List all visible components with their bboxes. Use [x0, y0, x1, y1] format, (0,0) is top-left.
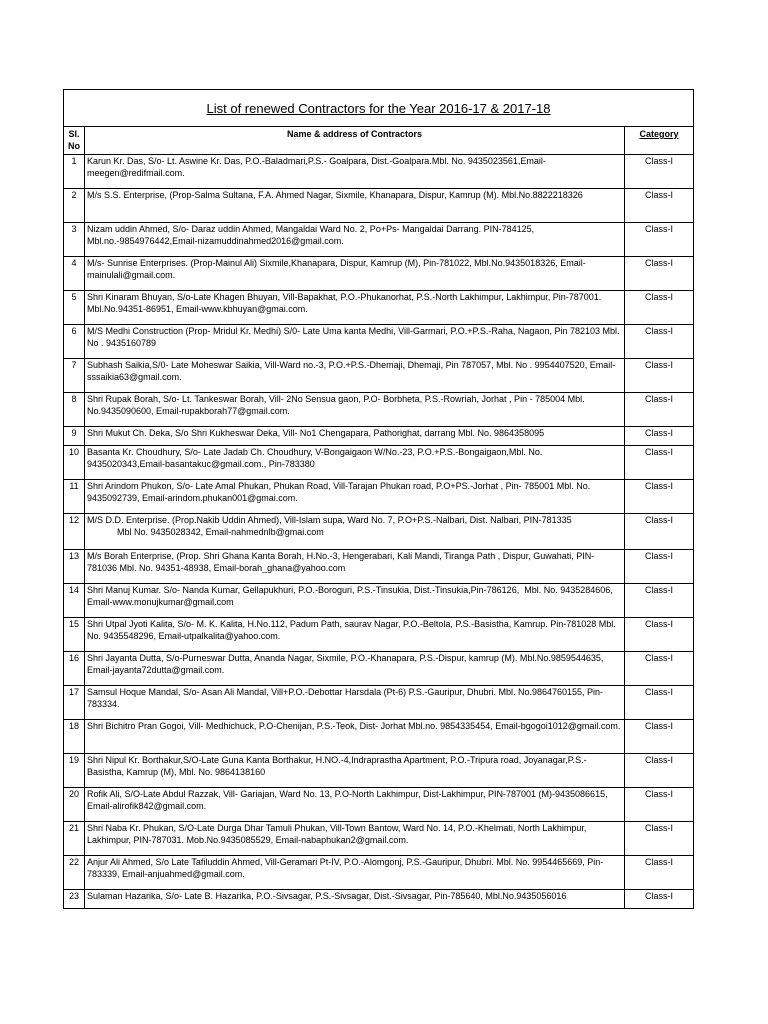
category-value: Class-I: [625, 618, 694, 652]
serial-number: 3: [64, 223, 85, 257]
table-row: [64, 393, 694, 427]
category-value: Class-I: [625, 427, 694, 446]
category-value: Class-I: [625, 223, 694, 257]
category-value: Class-I: [625, 890, 694, 909]
document-sheet: [63, 89, 693, 909]
title-row: [64, 90, 694, 127]
serial-number: 11: [64, 480, 85, 514]
table-row: [64, 257, 694, 291]
table-row: [64, 618, 694, 652]
contractor-details: M/S Medhi Construction (Prop- Mridul Kr. Medhi) S/0- Late Uma kanta Medhi, Vill-Garmari, P.O.+P.S.-Raha, Nagaon, Pin 782103 Mbl. No . 9435160789: [85, 325, 625, 359]
table-row: [64, 223, 694, 257]
contractor-details: M/s S.S. Enterprise, (Prop-Salma Sultana, F.A. Ahmed Nagar, Sixmile, Khanapara, Dispur, Kamrup (M). Mbl.No.8822218326: [85, 189, 625, 223]
contractor-details: Anjur Ali Ahmed, S/o Late Tafiluddin Ahmed, Vill-Geramari Pt-IV, P.O.-Alomgonj, P.S.-Gauripur, Dhubri. Mbl. No. 9954465669, Pin-783339, Email-anjuahmed@gmail.com.: [85, 856, 625, 890]
category-value: Class-I: [625, 359, 694, 393]
category-value: Class-I: [625, 155, 694, 189]
category-value: Class-I: [625, 393, 694, 427]
contractor-details: Shri Jayanta Dutta, S/o-Purneswar Dutta, Ananda Nagar, Sixmile, P.O.-Khanapara, P.S.-Dispur, kamrup (M). Mbl.No.9859544635, Email-jayanta72dutta@gmail.com.: [85, 652, 625, 686]
serial-number: 23: [64, 890, 85, 909]
contractors-list: [64, 155, 694, 909]
contractor-details: M/S D.D. Enterprise. (Prop.Nakib Uddin Ahmed), Vill-Islam supa, Ward No. 7, P.O+P.S.-Nalbari, Dist. Nalbari, PIN-781335 Mbl No. 9435028342, Email-nahmednlb@gmai.com: [85, 514, 625, 550]
table-row: [64, 550, 694, 584]
serial-number: 9: [64, 427, 85, 446]
category-value: Class-I: [625, 720, 694, 754]
table-row: [64, 291, 694, 325]
category-value: Class-I: [625, 652, 694, 686]
table-row: [64, 856, 694, 890]
contractor-details: Shri Utpal Jyoti Kalita, S/o- M. K. Kalita, H.No.112, Padum Path, saurav Nagar, P.O.-Beltola, P.S.-Basistha, Kamrup. Pin-781028 Mbl. No. 9435548296, Email-utpalkalita@yahoo.com.: [85, 618, 625, 652]
contractor-details: Shri Rupak Borah, S/o- Lt. Tankeswar Borah, Vill- 2No Sensua gaon, P.O- Borbheta, P.S.-Rowriah, Jorhat , Pin - 785004 Mbl. No.9435090600, Email-rupakborah77@gmail.com.: [85, 393, 625, 427]
table-row: [64, 584, 694, 618]
header-row: [64, 127, 694, 155]
table-row: [64, 652, 694, 686]
table-row: [64, 325, 694, 359]
category-value: Class-I: [625, 189, 694, 223]
category-value: Class-I: [625, 550, 694, 584]
serial-number: 15: [64, 618, 85, 652]
contractor-details: M/s Borah Enterprise, (Prop. Shri Ghana Kanta Borah, H.No.-3, Hengerabari, Kali Mandi, Tiranga Path , Dispur, Guwahati, PIN-781036 Mbl. No. 94351-48938, Email-borah_ghana@yahoo.com: [85, 550, 625, 584]
serial-number: 20: [64, 788, 85, 822]
contractor-details: Shri Mukut Ch. Deka, S/o Shri Kukheswar Deka, Vill- No1 Chengapara, Pathorighat, darrang Mbl. No. 9864358095: [85, 427, 625, 446]
table-row: [64, 446, 694, 480]
table-row: [64, 189, 694, 223]
serial-number: 2: [64, 189, 85, 223]
serial-number: 1: [64, 155, 85, 189]
title-cell: [64, 90, 694, 127]
category-value: Class-I: [625, 584, 694, 618]
contractor-details: Shri Manuj Kumar. S/o- Nanda Kumar, Gellapukhuri, P.O.-Boroguri, P.S.-Tinsukia, Dist.-Tinsukia,Pin-786126, Mbl. No. 9435284606, Email-www.monujkumar@gmail.com: [85, 584, 625, 618]
table-row: [64, 155, 694, 189]
serial-number: 19: [64, 754, 85, 788]
contractor-details: Shri Naba Kr. Phukan, S/O-Late Durga Dhar Tamuli Phukan, Vill-Town Bantow, Ward No. 14, P.O.-Khelmati, North Lakhimpur, Lakhimpur, PIN-787031. Mob.No.9435085529, Email-nabaphukan2@gmail.com.: [85, 822, 625, 856]
contractor-details: Shri Arindom Phukon, S/o- Late Amal Phukan, Phukan Road, Vill-Tarajan Phukan road, P.O+PS.-Jorhat , Pin- 785001 Mbl. No. 9435092739, Email-arindom.phukan001@gmai.com.: [85, 480, 625, 514]
table-row: [64, 720, 694, 754]
serial-number: 10: [64, 446, 85, 480]
category-value: Class-I: [625, 514, 694, 550]
header-category: Category: [625, 127, 694, 155]
serial-number: 18: [64, 720, 85, 754]
contractor-details: Basanta Kr. Choudhury, S/o- Late Jadab Ch. Choudhury, V-Bongaigaon W/No.-23, P.O.+P.S.-Bongaigaon,Mbl. No. 9435020343,Email-basantakuc@gmail.com., Pin-783380: [85, 446, 625, 480]
serial-number: 5: [64, 291, 85, 325]
contractor-details: Sulaman Hazarika, S/o- Late B. Hazarika, P.O.-Sivsagar, P.S.-Sivsagar, Dist.-Sivsagar, Pin-785640, Mbl.No.9435056016: [85, 890, 625, 909]
table-row: [64, 822, 694, 856]
contractor-details: M/s- Sunrise Enterprises. (Prop-Mainul Ali) Sixmile,Khanapara, Dispur, Kamrup (M), Pin-781022, Mbl.No.9435018326, Email-mainulali@gmail.com.: [85, 257, 625, 291]
table-row: [64, 480, 694, 514]
table-row: [64, 514, 694, 550]
serial-number: 8: [64, 393, 85, 427]
contractor-details: Subhash Saikia,S/0- Late Moheswar Saikia, Vill-Ward no.-3, P.O.+P.S.-Dhemaji, Dhemaji, Pin 787057, Mbl. No . 9954407520, Email-sssaikia63@gmail.com.: [85, 359, 625, 393]
contractor-details: Shri Nipul Kr. Borthakur,S/O-Late Guna Kanta Borthakur, H.NO.-4,Indraprastha Apartment, P.O.-Tripura road, Joyanagar,P.S.-Basistha, Kamrup (M), Mbl. No. 9864138160: [85, 754, 625, 788]
category-value: Class-I: [625, 325, 694, 359]
serial-number: 16: [64, 652, 85, 686]
table-row: [64, 890, 694, 909]
serial-number: 17: [64, 686, 85, 720]
serial-number: 12: [64, 514, 85, 550]
serial-number: 6: [64, 325, 85, 359]
category-value: Class-I: [625, 446, 694, 480]
contractor-details: Samsul Hoque Mandal, S/o- Asan Ali Mandal, Vill+P.O.-Debottar Harsdala (Pt-6) P.S.-Gauripur, Dhubri. Mbl. No.9864760155, Pin-783334.: [85, 686, 625, 720]
contractor-details: Karun Kr. Das, S/o- Lt. Aswine Kr. Das, P.O.-Baladmari,P.S.- Goalpara, Dist.-Goalpara.Mbl. No. 9435023561,Email-meegen@redifmail.com.: [85, 155, 625, 189]
serial-number: 14: [64, 584, 85, 618]
category-value: Class-I: [625, 480, 694, 514]
serial-number: 22: [64, 856, 85, 890]
serial-number: 7: [64, 359, 85, 393]
contractor-details: Shri Bichitro Pran Gogoi, Vill- Medhichuck, P.O-Chenijan, P.S.-Teok, Dist- Jorhat Mbl.no. 9854335454, Email-bgogoi1012@gmail.com.: [85, 720, 625, 754]
serial-number: 13: [64, 550, 85, 584]
table-row: [64, 754, 694, 788]
table-row: [64, 359, 694, 393]
category-value: Class-I: [625, 822, 694, 856]
table-row: [64, 427, 694, 446]
header-sl: Sl. No: [64, 127, 85, 155]
contractor-details: Nizam uddin Ahmed, S/o- Daraz uddin Ahmed, Mangaldai Ward No. 2, Po+Ps- Mangaldai Darrang. PIN-784125, Mbl.no.-9854976442,Email-nizamuddinahmed2016@gmail.com.: [85, 223, 625, 257]
table-row: [64, 686, 694, 720]
contractor-details: Shri Kinaram Bhuyan, S/o-Late Khagen Bhuyan, Vill-Bapakhat, P.O.-Phukanorhat, P.S.-North Lakhimpur, Lakhimpur, Pin-787001. Mbl.No.94351-86951, Email-www.kbhuyan@gmai.com.: [85, 291, 625, 325]
serial-number: 21: [64, 822, 85, 856]
category-value: Class-I: [625, 788, 694, 822]
serial-number: 4: [64, 257, 85, 291]
category-value: Class-I: [625, 291, 694, 325]
category-value: Class-I: [625, 257, 694, 291]
contractors-table: [63, 89, 694, 909]
contractor-details: Rofik Ali, S/O-Late Abdul Razzak, Vill- Gariajan, Ward No. 13, P.O-North Lakhimpur, Dist-Lakhimpur, PIN-787001 (M)-9435086615, Email-alirofik842@gmail.com.: [85, 788, 625, 822]
category-value: Class-I: [625, 856, 694, 890]
document-title: List of renewed Contractors for the Year 2016-17 & 2017-18: [206, 101, 551, 117]
header-name: Name & address of Contractors: [85, 127, 625, 155]
category-value: Class-I: [625, 686, 694, 720]
category-value: Class-I: [625, 754, 694, 788]
table-row: [64, 788, 694, 822]
